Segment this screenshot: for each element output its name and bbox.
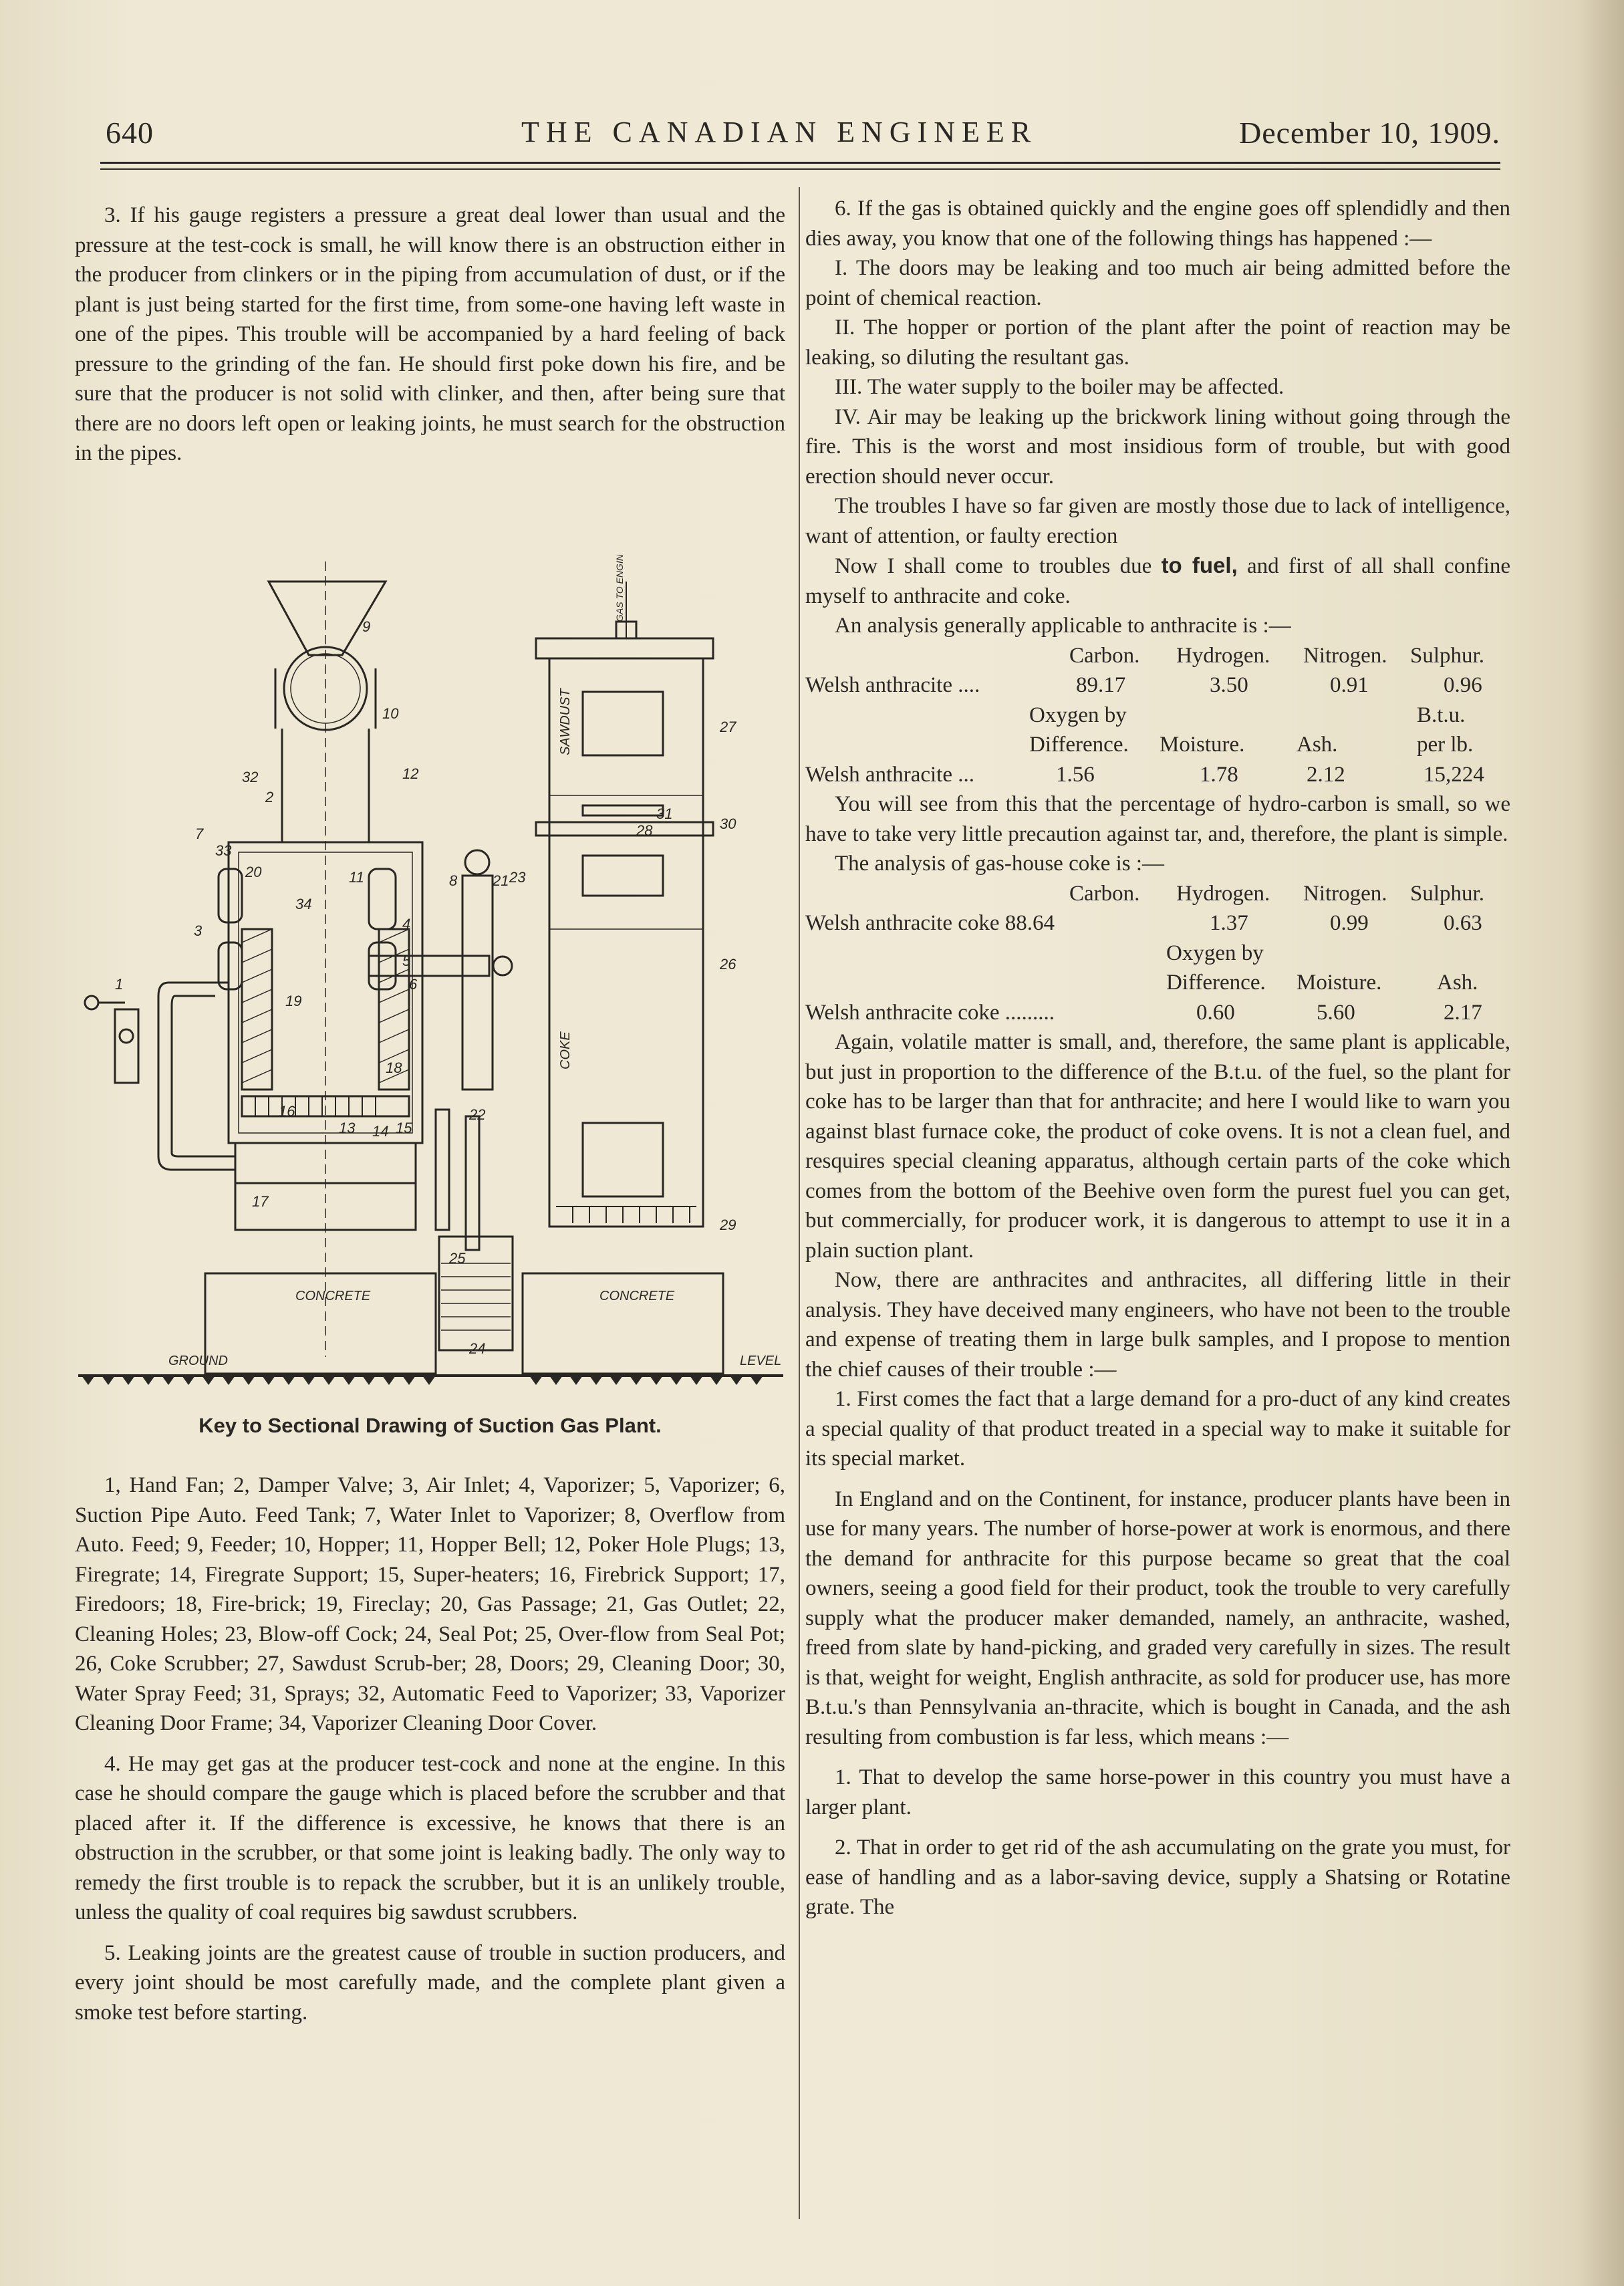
- key-number-3: 3: [194, 922, 202, 939]
- table-header: Nitrogen.: [1303, 643, 1387, 668]
- first-comes-paragraph: 1. First comes the fact that a large demand for a pro-duct of any kind creates a special quality of that product treated in a special way to make it suitable for its special market.: [805, 1387, 1510, 1471]
- table-header: Ash.: [1437, 971, 1478, 995]
- concrete-label-left: CONCRETE: [295, 1289, 371, 1303]
- page-spine-shadow: [1577, 0, 1624, 2286]
- table-cell: 5.60: [1317, 1000, 1355, 1025]
- key-number-20: 20: [245, 864, 262, 880]
- fuel-paragraph-end: and first of all shall confine myself to anthracite and coke.: [805, 554, 1510, 608]
- key-number-30: 30: [720, 815, 736, 832]
- anthracite-analysis-table: [805, 641, 1510, 790]
- paragraph-3: 3. If his gauge registers a pressure a great deal lower than usual and the pressure at the test-cock is small, he will know there is an obstruction either in the producer from clinkers or in the piping from accumulation of dust, or if the plant is just being started for the first time, from some-one having left waste in one of the pipes. This trouble will be accompanied by a hard feeling of back pressure to the grinding of the fan. He should first poke down his fire, and be sure that the producer is not solid with clinker, and then, after being sure that there are no doors left open or leaking joints, he must search for the obstruction in the pipes.: [75, 203, 785, 465]
- table-header: Difference.: [1029, 733, 1129, 757]
- list-item-i: I. The doors may be leaking and too much air being admitted before the point of chemical reaction.: [805, 256, 1510, 310]
- key-number-28: 28: [636, 822, 653, 839]
- concrete-label-right: CONCRETE: [599, 1289, 675, 1303]
- table-cell: 0.96: [1444, 673, 1482, 697]
- key-number-22: 22: [469, 1106, 486, 1123]
- left-column-bottom: [75, 1471, 785, 2027]
- key-number-17: 17: [252, 1193, 269, 1210]
- table-cell: 2.17: [1444, 1000, 1482, 1025]
- table-header: Oxygen by: [1166, 940, 1264, 965]
- suction-gas-plant-drawing: [75, 555, 785, 1397]
- key-number-10: 10: [382, 705, 399, 722]
- table-cell: 3.50: [1210, 673, 1248, 697]
- key-number-23: 23: [509, 869, 526, 886]
- ground-label: GROUND: [168, 1354, 228, 1368]
- list-item-ii: II. The hopper or portion of the plant after the point of reaction may be leaking, so diluting the resultant gas.: [805, 315, 1510, 370]
- key-number-27: 27: [720, 719, 736, 735]
- table-cell: 1.56: [1056, 762, 1095, 787]
- table-row-label: Welsh anthracite ...: [805, 762, 974, 787]
- key-number-31: 31: [656, 805, 673, 822]
- fuel-paragraph-start: Now I shall come to troubles due: [835, 554, 1162, 578]
- key-number-5: 5: [402, 952, 411, 969]
- header-rule: [100, 162, 1500, 164]
- key-number-18: 18: [386, 1059, 402, 1076]
- header-rule-thin: [100, 168, 1500, 170]
- key-number-4: 4: [402, 916, 411, 932]
- key-number-32: 32: [242, 769, 259, 785]
- list-item-iii: III. The water supply to the boiler may be affected.: [835, 375, 1284, 399]
- table-row-label: Welsh anthracite coke .........: [805, 1000, 1055, 1025]
- paragraph-6: 6. If the gas is obtained quickly and the engine goes off splendidly and then dies away, you know that one of the following things has happened :—: [805, 197, 1510, 251]
- fuel-paragraph: [805, 551, 1510, 611]
- journal-title: THE CANADIAN ENGINEER: [521, 116, 1038, 148]
- key-number-25: 25: [449, 1250, 466, 1267]
- troubles-paragraph: The troubles I have so far given are mostly those due to lack of intelligence, want of attention, or faulty erection: [805, 494, 1510, 548]
- analysis-intro: An analysis generally applicable to anthracite is :—: [835, 614, 1291, 638]
- figure-key-text: 1, Hand Fan; 2, Damper Valve; 3, Air Inlet; 4, Vaporizer; 5, Vaporizer; 6, Suction Pipe Auto. Feed Tank; 7, Water Inlet to Vaporizer; 8, Overflow from Auto. Feed; 9, Feeder; 10, Hopper; 11, Hopper Bell; 12, Poker Hole Plugs; 13, Firegrate; 14, Firegrate Support; 15, Super-heaters; 16, Firebrick Support; 17, Firedoors; 18, Fire-brick; 19, Fireclay; 20, Gas Passage; 21, Gas Outlet; 22, Cleaning Holes; 23, Blow-off Cock; 24, Seal Pot; 25, Over-flow from Seal Pot; 26, Coke Scrubber; 27, Sawdust Scrub-ber; 28, Doors; 29, Cleaning Door; 30, Water Spray Feed; 31, Sprays; 32, Automatic Feed to Vaporizer; 33, Vaporizer Cleaning Door Frame; 34, Vaporizer Cleaning Door Cover.: [75, 1473, 785, 1735]
- table-cell: 1.37: [1210, 911, 1248, 935]
- key-number-15: 15: [396, 1120, 412, 1136]
- table-header: Carbon.: [1069, 643, 1140, 668]
- table-header: Carbon.: [1069, 881, 1140, 906]
- fuel-emphasis: to fuel,: [1161, 553, 1238, 578]
- means-item-1: 1. That to develop the same horse-power in this country you must have a larger plant.: [805, 1765, 1510, 1819]
- table-header: B.t.u.: [1417, 703, 1466, 727]
- table-cell: 0.91: [1330, 673, 1369, 697]
- right-column: [805, 194, 1510, 1922]
- table-cell: 1.78: [1200, 762, 1238, 787]
- running-header: [100, 112, 1500, 152]
- means-item-2: 2. That in order to get rid of the ash accumulating on the grate you must, for ease of handling and as a labor-saving device, supply a Shatsing or Rotatine grate. The: [805, 1835, 1510, 1919]
- sawdust-label: SAWDUST: [558, 688, 573, 755]
- key-number-33: 33: [215, 842, 232, 859]
- table-header: Sulphur.: [1410, 881, 1484, 906]
- sectional-drawing: [75, 555, 785, 1397]
- table-cell: 0.60: [1196, 1000, 1235, 1025]
- key-number-6: 6: [409, 976, 418, 993]
- table-cell: 89.17: [1076, 673, 1126, 697]
- table-header: Oxygen by: [1029, 703, 1127, 727]
- list-item-iv: IV. Air may be leaking up the brickwork lining without going through the fire. This is the worst and most insidious form of trouble, but with good erection should never occur.: [805, 404, 1510, 489]
- table-cell: 0.99: [1330, 911, 1369, 935]
- table-header: Moisture.: [1297, 971, 1382, 995]
- table-header: Ash.: [1297, 733, 1338, 757]
- key-number-8: 8: [449, 872, 458, 889]
- paragraph-5: 5. Leaking joints are the greatest cause of trouble in suction producers, and every joint should be most carefully made, and the complete plant given a smoke test before starting.: [75, 1940, 785, 2025]
- key-number-12: 12: [402, 765, 419, 782]
- paragraph-4: 4. He may get gas at the producer test-cock and none at the engine. In this case he should compare the gauge which is placed before the scrubber and that placed after it. If the difference is excessive, he knows that there is an obstruction in the scrubber, or that some joint is leaking badly. The only way to remedy the first trouble is to repack the scrubber, but it is an unlikely trouble, unless the quality of coal requires big sawdust scrubbers.: [75, 1751, 785, 1924]
- key-number-9: 9: [362, 618, 371, 635]
- coke-analysis-table: [805, 879, 1510, 1028]
- coke-label: COKE: [558, 1031, 573, 1069]
- key-number-16: 16: [279, 1103, 295, 1120]
- table-header: Hydrogen.: [1176, 881, 1270, 906]
- table-header: Moisture.: [1160, 733, 1245, 757]
- key-number-1: 1: [115, 976, 124, 993]
- volatile-matter-paragraph: Again, volatile matter is small, and, therefore, the same plant is applicable, but just in proportion to the difference of the B.t.u. of the fuel, so the plant for coke has to be larger than that for anthracite; and here I would like to warn you against blast furnace coke, the product of coke ovens. It is not a clean fuel, and resquires special cleaning apparatus, although certain parts of the coke which comes from the bottom of the Beehive oven form the purest fuel you can get, but commercially, for producer work, it is dangerous to attempt to use it in a plain suction plant.: [805, 1030, 1510, 1263]
- key-number-7: 7: [195, 826, 204, 842]
- key-number-13: 13: [339, 1120, 356, 1136]
- key-number-2: 2: [265, 789, 274, 805]
- table-header: per lb.: [1417, 733, 1474, 757]
- table-row-label: Welsh anthracite coke 88.64: [805, 911, 1055, 935]
- key-number-34: 34: [295, 896, 312, 912]
- table-header: Difference.: [1166, 971, 1266, 995]
- figure-caption: Key to Sectional Drawing of Suction Gas Plant.: [198, 1414, 662, 1437]
- table-header: Sulphur.: [1410, 643, 1484, 668]
- column-divider: [799, 187, 800, 2219]
- key-number-29: 29: [720, 1217, 736, 1233]
- page-number: 640: [106, 116, 154, 150]
- level-label: LEVEL: [740, 1354, 782, 1368]
- left-column-top: [75, 201, 785, 469]
- table-cell: 0.63: [1444, 911, 1482, 935]
- gas-to-engine-label: GAS TO ENGINE: [614, 555, 625, 622]
- table-cell: 15,224: [1424, 762, 1484, 787]
- table-header: Nitrogen.: [1303, 881, 1387, 906]
- england-paragraph: In England and on the Continent, for instance, producer plants have been in use for many years. The number of horse-power at work is enormous, and there the demand for anthracite for this purpose became so great that the coal owners, seeing a good field for their product, took the trouble to very carefully supply what the producer maker demanded, namely, an anthracite, washed, freed from slate by hand-picking, and graded very carefully in sizes. The result is that, weight for weight, English anthracite, as sold for producer use, has more B.t.u.'s than Pennsylvania an-thracite, which is bought in Canada, and the ash resulting from combustion is far less, which means :—: [805, 1487, 1510, 1749]
- hydrocarbon-paragraph: You will see from this that the percentage of hydro-carbon is small, so we have to take very little precaution against tar, and, therefore, the plant is simple.: [805, 792, 1510, 846]
- key-number-24: 24: [469, 1340, 486, 1357]
- key-number-26: 26: [720, 956, 736, 973]
- gas-house-intro: The analysis of gas-house coke is :—: [835, 852, 1165, 876]
- table-header: Hydrogen.: [1176, 643, 1270, 668]
- table-cell: 2.12: [1307, 762, 1345, 787]
- key-number-11: 11: [349, 869, 364, 886]
- table-row-label: Welsh anthracite ....: [805, 673, 980, 697]
- anthracites-paragraph: Now, there are anthracites and anthracites, all differing little in their analysis. They have deceived many engineers, who have not been to the trouble and expense of treating them in large bulk samples, and I propose to mention the chief causes of their trouble :—: [805, 1268, 1510, 1382]
- issue-date: December 10, 1909.: [1239, 116, 1500, 150]
- key-number-21: 21: [493, 872, 509, 889]
- key-number-19: 19: [285, 993, 302, 1009]
- key-number-14: 14: [372, 1123, 389, 1140]
